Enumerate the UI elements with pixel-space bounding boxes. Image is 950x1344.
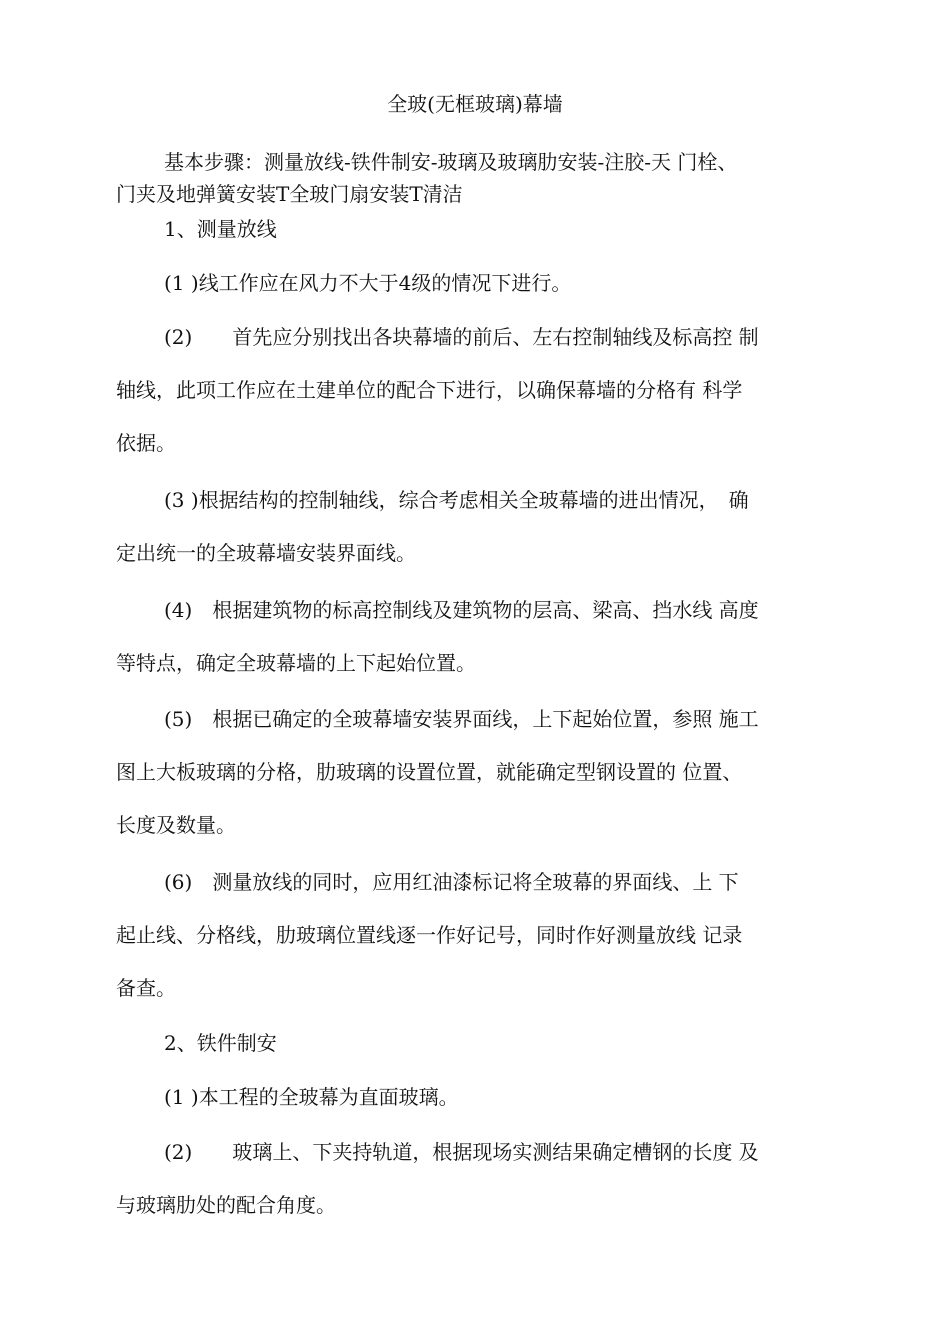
section1-item6-line3: 备查。 <box>116 976 176 1000</box>
section1-item2-line2: 轴线，此项工作应在土建单位的配合下进行，以确保幕墙的分格有 科学 <box>116 378 743 402</box>
section2-item2-line1: (2) 玻璃上、下夹持轨道，根据现场实测结果确定槽钢的长度 及 <box>164 1140 759 1164</box>
section1-item3-line1: (3 )根据结构的控制轴线，综合考虑相关全玻幕墙的进出情况， 确 <box>164 488 749 512</box>
section2-item2-line2: 与玻璃肋处的配合角度。 <box>116 1193 336 1217</box>
section2-heading: 2、铁件制安 <box>164 1031 277 1055</box>
section1-item1: (1 )线工作应在风力不大于4级的情况下进行。 <box>164 271 572 295</box>
section1-item4-line2: 等特点，确定全玻幕墙的上下起始位置。 <box>116 651 476 675</box>
section1-item2 <box>116 311 842 470</box>
section1-item6-line2: 起止线、分格线，肋玻璃位置线逐一作好记号，同时作好测量放线 记录 <box>116 923 743 947</box>
section1-item5-line2: 图上大板玻璃的分格，肋玻璃的设置位置，就能确定型钢设置的 位置、 <box>116 760 743 784</box>
section1-item5-line3: 长度及数量。 <box>116 813 236 837</box>
intro-paragraph <box>116 146 842 210</box>
intro-line-1: 基本步骤：测量放线-铁件制安-玻璃及玻璃肋安装-注胶-天 门栓、 <box>164 150 738 174</box>
intro-line-2: 门夹及地弹簧安装T全玻门扇安装T清洁 <box>116 182 463 206</box>
section1-item3 <box>116 474 842 580</box>
section1-item5-line1: (5) 根据已确定的全玻幕墙安装界面线，上下起始位置，参照 施工 <box>164 707 759 731</box>
section1-item4 <box>116 584 842 690</box>
section1-item2-line1: (2) 首先应分别找出各块幕墙的前后、左右控制轴线及标高控 制 <box>164 325 759 349</box>
section1-item6 <box>116 856 842 1015</box>
section2-item1: (1 )本工程的全玻幕为直面玻璃。 <box>164 1085 459 1109</box>
section1-item2-line3: 依据。 <box>116 431 176 455</box>
section1-item5 <box>116 693 842 852</box>
section1-item4-line1: (4) 根据建筑物的标高控制线及建筑物的层高、梁高、挡水线 高度 <box>164 598 759 622</box>
section1-item3-line2: 定出统一的全玻幕墙安装界面线。 <box>116 541 416 565</box>
section2-item2 <box>116 1126 842 1232</box>
document-title: 全玻(无框玻璃)幕墙 <box>387 92 563 116</box>
section1-item6-line1: (6) 测量放线的同时，应用红油漆标记将全玻幕的界面线、上 下 <box>164 870 739 894</box>
section1-heading: 1、测量放线 <box>164 217 277 241</box>
